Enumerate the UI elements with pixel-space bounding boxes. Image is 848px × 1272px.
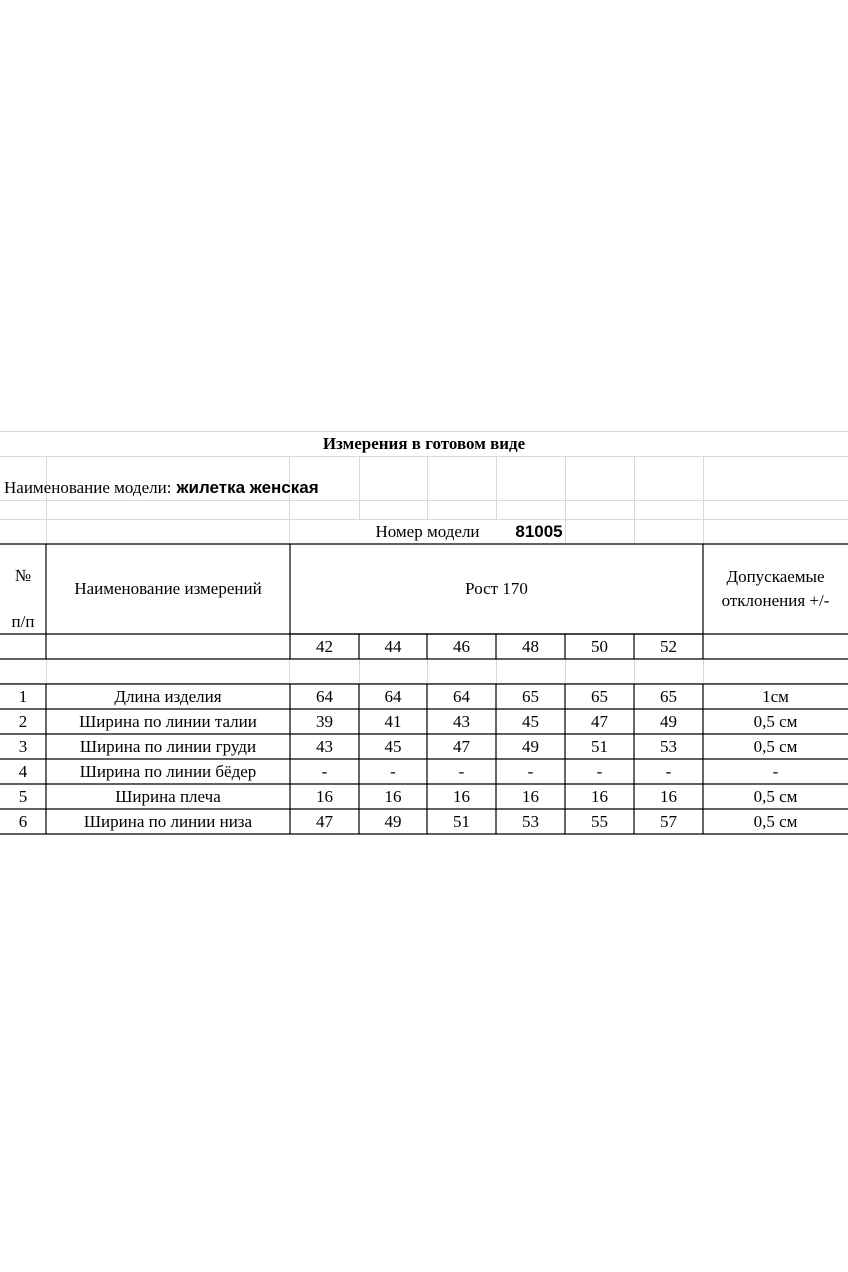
row-value-size-5: 65 xyxy=(591,686,608,706)
row-number: 2 xyxy=(18,711,28,731)
row-measurement-name: Длина изделия xyxy=(114,686,222,706)
row-value-size-2: 16 xyxy=(384,786,402,806)
size-col-2: 44 xyxy=(384,636,402,656)
row-value-size-6: 16 xyxy=(660,786,677,806)
row-number: 1 xyxy=(18,686,28,706)
model-name-label: Наименование модели: xyxy=(4,478,172,497)
row-value-size-4: 16 xyxy=(522,786,539,806)
model-number-value: 81005 xyxy=(515,522,563,541)
size-col-1: 42 xyxy=(316,636,333,656)
size-col-3: 46 xyxy=(453,636,470,656)
row-value-size-4: 49 xyxy=(522,736,539,756)
row-number: 6 xyxy=(18,811,28,831)
row-value-size-6: - xyxy=(665,761,672,781)
row-value-size-1: 43 xyxy=(316,736,333,756)
row-number: 3 xyxy=(18,736,28,756)
row-value-size-3: 16 xyxy=(453,786,470,806)
row-value-size-2: - xyxy=(390,761,396,781)
row-value-size-5: 16 xyxy=(591,786,608,806)
row-value-size-2: 41 xyxy=(384,711,402,731)
row-measurement-name: Ширина по линии низа xyxy=(83,811,253,831)
row-value-size-5: 51 xyxy=(591,736,608,756)
header-height: Рост 170 xyxy=(465,579,528,598)
header-number-top: № xyxy=(14,566,32,585)
model-name-row xyxy=(4,475,604,501)
size-col-5: 50 xyxy=(591,636,608,656)
model-number-label: Номер модели xyxy=(375,522,480,541)
table-title: Измерения в готовом виде xyxy=(322,434,526,453)
row-value-size-1: - xyxy=(321,761,328,781)
row-tolerance: 0,5 см xyxy=(753,711,798,731)
header-number-bottom: п/п xyxy=(11,612,35,631)
row-tolerance: 0,5 см xyxy=(753,786,798,806)
row-value-size-1: 47 xyxy=(316,811,333,831)
row-value-size-4: 53 xyxy=(522,811,539,831)
header-tolerance: Допускаемые отклонения +/- xyxy=(721,567,830,610)
row-value-size-3: 64 xyxy=(453,686,470,706)
row-value-size-5: 55 xyxy=(591,811,608,831)
row-value-size-4: 45 xyxy=(522,711,539,731)
row-number: 4 xyxy=(18,761,28,781)
row-value-size-4: - xyxy=(527,761,534,781)
row-value-size-1: 64 xyxy=(316,686,333,706)
row-value-size-2: 49 xyxy=(384,811,402,831)
row-value-size-4: 65 xyxy=(522,686,539,706)
row-value-size-1: 16 xyxy=(316,786,333,806)
row-tolerance: - xyxy=(772,761,779,781)
row-value-size-6: 49 xyxy=(660,711,677,731)
row-tolerance: 0,5 см xyxy=(753,811,798,831)
row-value-size-3: 47 xyxy=(453,736,470,756)
row-value-size-1: 39 xyxy=(316,711,333,731)
row-measurement-name: Ширина по линии талии xyxy=(79,711,257,731)
row-tolerance: 0,5 см xyxy=(753,736,798,756)
row-value-size-6: 53 xyxy=(660,736,677,756)
row-value-size-6: 65 xyxy=(660,686,677,706)
row-value-size-3: 43 xyxy=(453,711,470,731)
model-name-value: жилетка женская xyxy=(176,478,319,497)
header-measurement: Наименование измерений xyxy=(74,579,262,598)
size-col-4: 48 xyxy=(522,636,539,656)
row-value-size-6: 57 xyxy=(660,811,677,831)
row-measurement-name: Ширина плеча xyxy=(115,786,221,806)
row-tolerance: 1см xyxy=(762,686,789,706)
row-number: 5 xyxy=(18,786,28,806)
row-value-size-3: - xyxy=(458,761,465,781)
row-value-size-2: 64 xyxy=(384,686,402,706)
row-measurement-name: Ширина по линии груди xyxy=(79,736,257,756)
row-measurement-name: Ширина по линии бёдер xyxy=(79,761,257,781)
row-value-size-5: 47 xyxy=(591,711,608,731)
measurement-table xyxy=(0,431,848,837)
row-value-size-5: - xyxy=(596,761,603,781)
row-value-size-3: 51 xyxy=(453,811,470,831)
size-col-6: 52 xyxy=(660,636,677,656)
row-value-size-2: 45 xyxy=(384,736,402,756)
